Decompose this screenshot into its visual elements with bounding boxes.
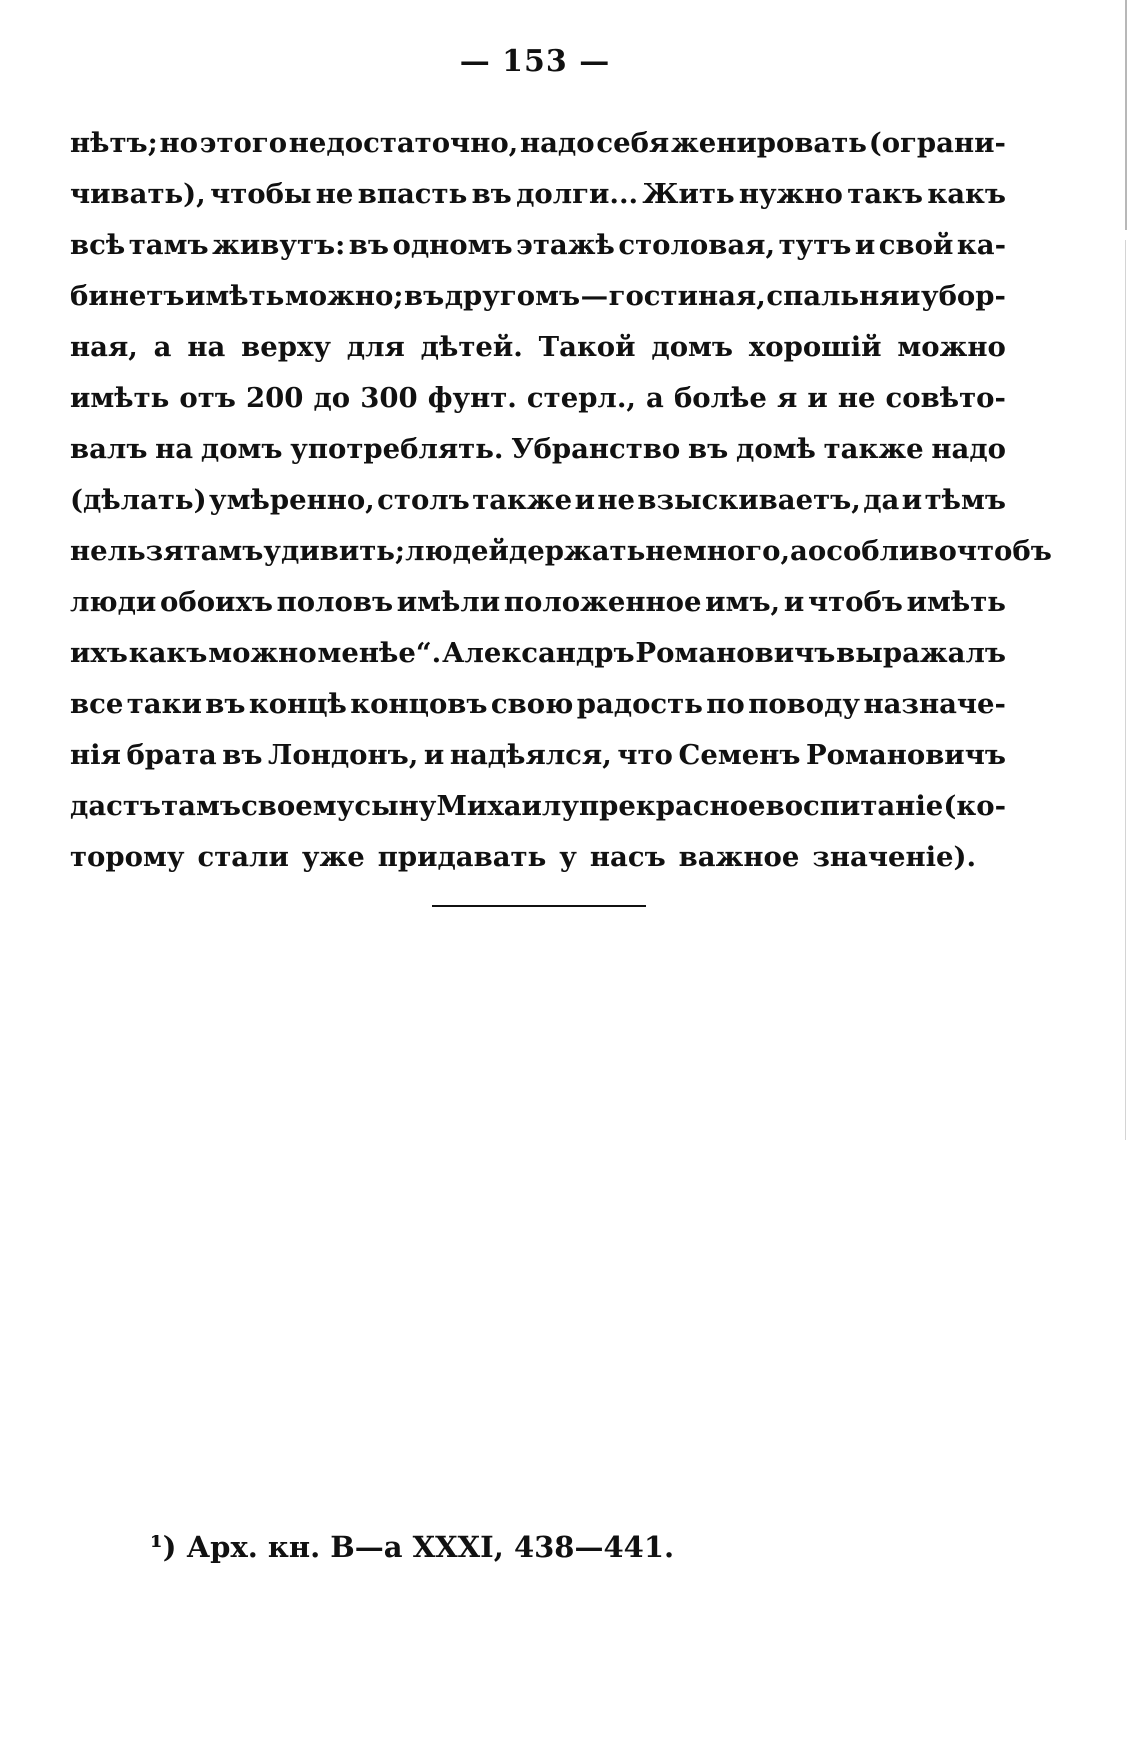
word: свой bbox=[878, 229, 954, 261]
word: надо bbox=[519, 127, 595, 159]
word: умѣренно, bbox=[209, 484, 375, 516]
word: домъ bbox=[651, 331, 734, 363]
word: на bbox=[155, 433, 194, 465]
text-line bbox=[70, 373, 1006, 424]
word: не bbox=[315, 178, 354, 210]
word: поводу bbox=[748, 688, 861, 720]
text-line bbox=[70, 679, 1006, 730]
word: отъ bbox=[179, 382, 236, 414]
word: совѣто- bbox=[885, 382, 1006, 414]
text-line bbox=[70, 832, 1006, 883]
word: надо bbox=[931, 433, 1006, 465]
word: такъ bbox=[847, 178, 924, 210]
word: у bbox=[559, 841, 577, 873]
word: домѣ bbox=[735, 433, 816, 465]
word: и bbox=[901, 484, 923, 516]
word: концовъ bbox=[350, 688, 488, 720]
word: имѣть bbox=[185, 280, 285, 312]
word: что bbox=[617, 739, 673, 771]
word: 200 bbox=[245, 382, 304, 414]
word: имѣли bbox=[396, 586, 501, 618]
word: да bbox=[863, 484, 900, 516]
word: брата bbox=[126, 739, 217, 771]
word: менѣе“. bbox=[317, 637, 442, 669]
word: все bbox=[70, 688, 124, 720]
page-edge-shadow-lower bbox=[1125, 240, 1126, 1140]
word: (ограни- bbox=[868, 127, 1006, 159]
word: Убранство bbox=[511, 433, 681, 465]
word: положенное bbox=[503, 586, 702, 618]
word: и bbox=[807, 382, 828, 414]
word: Александръ bbox=[442, 637, 635, 669]
word: ихъ bbox=[70, 637, 128, 669]
word: какъ bbox=[927, 178, 1006, 210]
word: бинетъ bbox=[70, 280, 185, 312]
text-line bbox=[70, 628, 1006, 679]
word: въ bbox=[404, 280, 445, 312]
word: особливо bbox=[807, 535, 957, 567]
word: насъ bbox=[589, 841, 666, 873]
word: нѣтъ; bbox=[70, 127, 158, 159]
word: впасть bbox=[357, 178, 468, 210]
word: обоихъ bbox=[160, 586, 273, 618]
word: удивить; bbox=[263, 535, 406, 567]
text-line bbox=[70, 220, 1006, 271]
word: валъ bbox=[70, 433, 148, 465]
word: радость bbox=[576, 688, 703, 720]
word: тамъ bbox=[183, 535, 264, 567]
word: нужно bbox=[738, 178, 843, 210]
word: недостаточно, bbox=[288, 127, 519, 159]
word: тутъ bbox=[778, 229, 852, 261]
word: этого bbox=[199, 127, 288, 159]
word: Жить bbox=[642, 178, 735, 210]
word: дѣтей. bbox=[420, 331, 523, 363]
word: хорошій bbox=[748, 331, 882, 363]
word: имѣть bbox=[70, 382, 170, 414]
word: спальня bbox=[766, 280, 900, 312]
word: таки bbox=[126, 688, 202, 720]
word: ная, bbox=[70, 331, 138, 363]
word: и bbox=[900, 280, 921, 312]
word: но bbox=[159, 127, 198, 159]
word: одномъ bbox=[392, 229, 513, 261]
word: а bbox=[153, 331, 172, 363]
word: до bbox=[313, 382, 351, 414]
text-line bbox=[70, 526, 1052, 577]
word: половъ bbox=[276, 586, 394, 618]
word: столовая, bbox=[618, 229, 776, 261]
word: людей bbox=[405, 535, 509, 567]
word: концѣ bbox=[248, 688, 347, 720]
word: этажѣ bbox=[516, 229, 615, 261]
word: не bbox=[597, 484, 636, 516]
word: свою bbox=[490, 688, 574, 720]
word: сыну bbox=[354, 790, 437, 822]
text-line bbox=[70, 475, 1006, 526]
body-text bbox=[70, 118, 1052, 883]
text-line bbox=[70, 424, 1006, 475]
word: взыскиваетъ, bbox=[637, 484, 861, 516]
word: воспитаніе bbox=[765, 790, 944, 822]
word: въ bbox=[205, 688, 246, 720]
word: тамъ bbox=[161, 790, 241, 822]
word: Романовичъ bbox=[635, 637, 836, 669]
word: употреблять. bbox=[290, 433, 504, 465]
word: прекрасное bbox=[579, 790, 766, 822]
word: всѣ bbox=[70, 229, 126, 261]
text-line bbox=[70, 322, 1006, 373]
word: чтобъ bbox=[956, 535, 1052, 567]
word: также bbox=[472, 484, 573, 516]
word: долги... bbox=[516, 178, 639, 210]
word: дастъ bbox=[70, 790, 162, 822]
word: не bbox=[837, 382, 876, 414]
word: Романовичъ bbox=[806, 739, 1006, 771]
word: Лондонъ, bbox=[268, 739, 419, 771]
word: въ bbox=[348, 229, 389, 261]
word: уже bbox=[301, 841, 365, 873]
word: домъ bbox=[200, 433, 283, 465]
word: живутъ: bbox=[212, 229, 346, 261]
word: имъ, bbox=[705, 586, 781, 618]
word: — bbox=[580, 280, 609, 312]
word: можно bbox=[208, 637, 317, 669]
word: въ bbox=[471, 178, 512, 210]
word: стерл., bbox=[526, 382, 636, 414]
word: а bbox=[646, 382, 664, 414]
word: женировать bbox=[670, 127, 867, 159]
word: на bbox=[187, 331, 226, 363]
word: и bbox=[854, 229, 876, 261]
word: для bbox=[346, 331, 405, 363]
word: чивать), bbox=[70, 178, 206, 210]
word: убор- bbox=[920, 280, 1006, 312]
word: въ bbox=[222, 739, 263, 771]
word: чтобы bbox=[210, 178, 312, 210]
word: верху bbox=[241, 331, 331, 363]
footnote-separator bbox=[432, 905, 646, 907]
footnote bbox=[150, 1530, 674, 1564]
word: имѣть bbox=[906, 586, 1006, 618]
text-line bbox=[70, 118, 1006, 169]
word: также bbox=[823, 433, 924, 465]
text-line bbox=[70, 271, 1006, 322]
footnote-marker: ¹) bbox=[150, 1530, 177, 1564]
word: тамъ bbox=[128, 229, 209, 261]
word: своему bbox=[241, 790, 355, 822]
word: надѣялся, bbox=[449, 739, 612, 771]
word: въ bbox=[688, 433, 729, 465]
text-line bbox=[70, 730, 1006, 781]
word: и bbox=[423, 739, 445, 771]
text-line bbox=[70, 169, 1006, 220]
word: (ко- bbox=[943, 790, 1006, 822]
word: нельзя bbox=[70, 535, 184, 567]
word: другомъ bbox=[444, 280, 581, 312]
word: болѣе bbox=[673, 382, 767, 414]
word: Семенъ bbox=[678, 739, 801, 771]
word: стали bbox=[197, 841, 289, 873]
page-edge-shadow bbox=[1125, 0, 1127, 230]
word: немного, bbox=[645, 535, 791, 567]
word: себя bbox=[596, 127, 670, 159]
word: нія bbox=[70, 739, 121, 771]
text-line bbox=[70, 577, 1006, 628]
word: Такой bbox=[538, 331, 636, 363]
word: значеніе). bbox=[812, 841, 977, 873]
word: тѣмъ bbox=[924, 484, 1006, 516]
word: столъ bbox=[377, 484, 470, 516]
word: 300 bbox=[360, 382, 418, 414]
word: гостиная, bbox=[608, 280, 766, 312]
word: можно bbox=[897, 331, 1006, 363]
word: ка- bbox=[956, 229, 1006, 261]
word: выражалъ bbox=[836, 637, 1006, 669]
page-number: — 153 — bbox=[459, 44, 611, 79]
word: я bbox=[776, 382, 798, 414]
word: какъ bbox=[128, 637, 208, 669]
word: важное bbox=[678, 841, 800, 873]
word: по bbox=[706, 688, 745, 720]
word: а bbox=[790, 535, 808, 567]
text-line bbox=[70, 781, 1006, 832]
word: фунт. bbox=[427, 382, 517, 414]
word: (дѣлать) bbox=[70, 484, 207, 516]
word: можно; bbox=[284, 280, 404, 312]
word: и bbox=[783, 586, 805, 618]
word: торому bbox=[70, 841, 185, 873]
word: Михаилу bbox=[436, 790, 579, 822]
word: люди bbox=[70, 586, 157, 618]
word: чтобъ bbox=[807, 586, 903, 618]
word: придавать bbox=[377, 841, 547, 873]
word: держать bbox=[508, 535, 646, 567]
word: назначе- bbox=[863, 688, 1006, 720]
word: и bbox=[574, 484, 595, 516]
footnote-text: Арх. кн. В—а XXXI, 438—441. bbox=[186, 1530, 675, 1564]
